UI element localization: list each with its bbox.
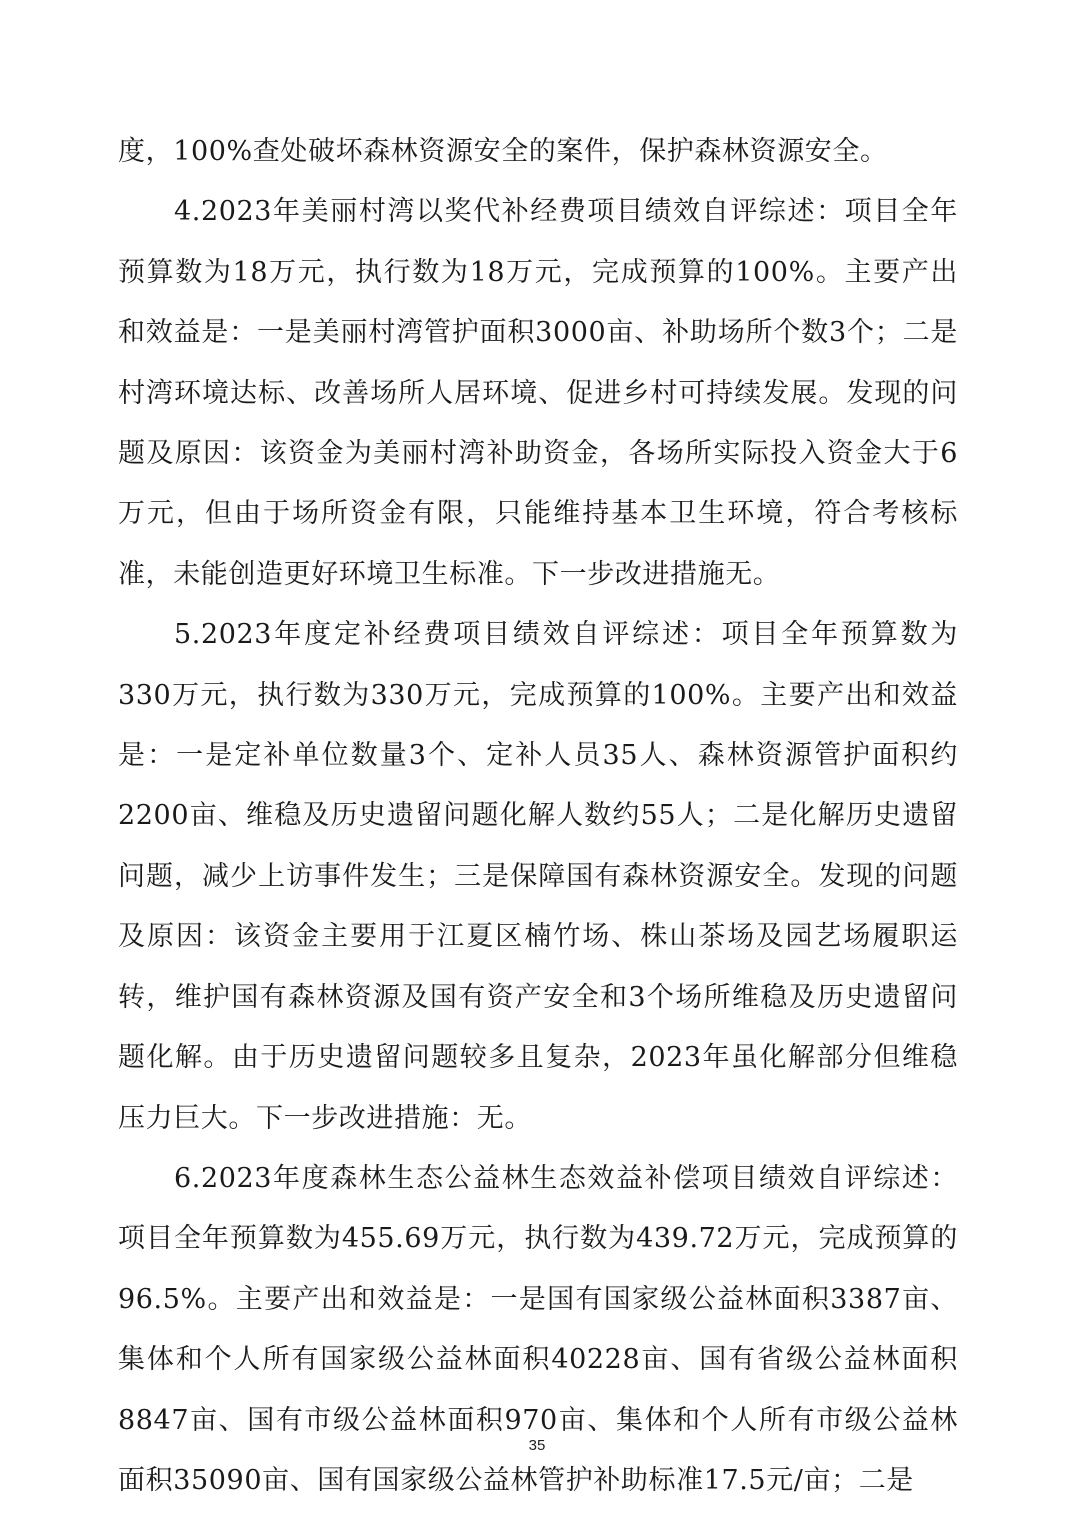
paragraph-item-4: 4.2023年美丽村湾以奖代补经费项目绩效自评综述：项目全年预算数为18万元，执行数为18万元，完成预算的100%。主要产出和效益是：一是美丽村湾管护面积3000亩、补助场所个数3个；二是村湾环境达标、改善场所人居环境、促进乡村可持续发展。发现的问题及原因：该资金为美丽村湾补助资金，各场所实际投入资金大于6万元，但由于场所资金有限，只能维持基本卫生环境，符合考核标准，未能创造更好环境卫生标准。下一步改进措施无。 bbox=[118, 196, 958, 590]
body-text bbox=[118, 122, 958, 1511]
paragraph-continuation: 度，100%查处破坏森林资源安全的案件，保护森林资源安全。 bbox=[118, 136, 888, 167]
paragraph-item-6: 6.2023年度森林生态公益林生态效益补偿项目绩效自评综述：项目全年预算数为455.69万元，执行数为439.72万元，完成预算的96.5%。主要产出和效益是：一是国有国家级公益林面积3387亩、集体和个人所有国家级公益林面积40228亩、国有省级公益林面积8847亩、国有市级公益林面积970亩、集体和个人所有市级公益林面积35090亩、国有国家级公益林管护补助标准17.5元/亩；二是 bbox=[118, 1162, 958, 1496]
page-number: 35 bbox=[528, 1437, 546, 1454]
paragraph-item-5: 5.2023年度定补经费项目绩效自评综述：项目全年预算数为330万元，执行数为330万元，完成预算的100%。主要产出和效益是：一是定补单位数量3个、定补人员35人、森林资源管护面积约2200亩、维稳及历史遗留问题化解人数约55人；二是化解历史遗留问题，减少上访事件发生；三是保障国有森林资源安全。发现的问题及原因：该资金主要用于江夏区楠竹场、株山茶场及园艺场履职运转，维护国有森林资源及国有资产安全和3个场所维稳及历史遗留问题化解。由于历史遗留问题较多且复杂，2023年虽化解部分但维稳压力巨大。下一步改进措施：无。 bbox=[118, 619, 958, 1134]
